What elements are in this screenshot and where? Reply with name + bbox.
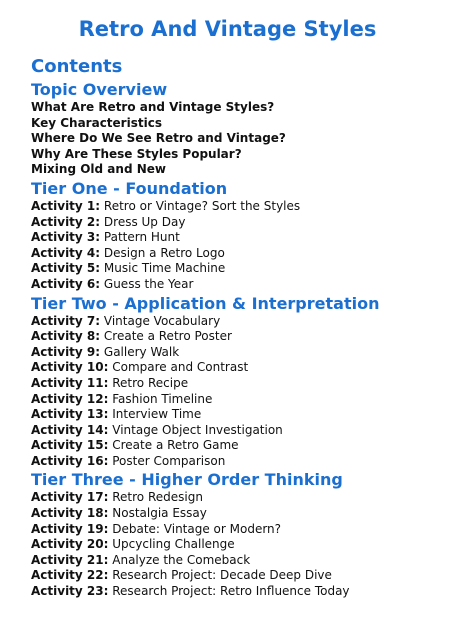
activity-item [31, 376, 446, 392]
activity-item [31, 261, 446, 277]
activity-item [31, 314, 446, 330]
activity-title: Fashion Timeline [112, 391, 213, 406]
activity-number: Activity 8: [31, 329, 101, 344]
activity-item [31, 392, 446, 408]
activity-number: Activity 15: [31, 438, 109, 453]
activity-item [31, 199, 446, 215]
activity-item [31, 506, 446, 522]
activity-number: Activity 5: [31, 261, 101, 276]
activity-number: Activity 11: [31, 375, 109, 390]
activity-title: Research Project: Retro Influence Today [112, 584, 350, 599]
document-title: Retro And Vintage Styles [78, 17, 377, 41]
activity-title: Debate: Vintage or Modern? [112, 521, 282, 536]
table-of-contents [31, 79, 446, 600]
activity-item [31, 329, 446, 345]
activity-item [31, 345, 446, 361]
activity-title: Dress Up Day [103, 214, 186, 229]
activity-number: Activity 10: [31, 360, 109, 375]
activity-number: Activity 14: [31, 422, 109, 437]
activity-title: Gallery Walk [103, 344, 180, 359]
contents-heading: Contents [31, 56, 123, 77]
activity-item [31, 230, 446, 246]
activity-title: Retro or Vintage? Sort the Styles [103, 198, 301, 213]
activity-item [31, 277, 446, 293]
activity-number: Activity 17: [31, 490, 109, 505]
activity-item [31, 553, 446, 569]
activity-number: Activity 7: [31, 313, 101, 328]
activity-title: Analyze the Comeback [112, 552, 251, 567]
section-title: Tier Two - Application & Interpretation [31, 293, 380, 313]
activity-number: Activity 22: [31, 568, 109, 583]
activity-number: Activity 12: [31, 391, 109, 406]
overview-item: Why Are These Styles Popular? [31, 146, 242, 161]
activity-number: Activity 20: [31, 537, 109, 552]
overview-item: What Are Retro and Vintage Styles? [31, 100, 275, 114]
activity-item [31, 215, 446, 231]
activity-item [31, 454, 446, 470]
activity-title: Retro Redesign [112, 490, 203, 505]
activity-title: Compare and Contrast [112, 360, 249, 375]
activity-item [31, 568, 446, 584]
overview-item: Where Do We See Retro and Vintage? [31, 131, 286, 146]
activity-item [31, 360, 446, 376]
activity-number: Activity 3: [31, 230, 101, 245]
section-title: Tier One - Foundation [31, 178, 228, 198]
activity-title: Research Project: Decade Deep Dive [112, 568, 332, 583]
activity-item [31, 407, 446, 423]
activity-number: Activity 16: [31, 453, 109, 468]
section-title: Tier Three - Higher Order Thinking [31, 470, 343, 490]
activity-number: Activity 4: [31, 245, 101, 260]
activity-title: Vintage Object Investigation [112, 422, 283, 437]
activity-title: Guess the Year [103, 276, 194, 291]
activity-item [31, 490, 446, 506]
activity-title: Nostalgia Essay [112, 506, 207, 521]
overview-item: Key Characteristics [31, 115, 162, 130]
activity-number: Activity 6: [31, 276, 101, 291]
activity-number: Activity 13: [31, 407, 109, 422]
activity-title: Design a Retro Logo [103, 245, 225, 260]
activity-title: Upcycling Challenge [112, 537, 235, 552]
activity-title: Music Time Machine [103, 261, 226, 276]
activity-number: Activity 21: [31, 552, 109, 567]
activity-title: Create a Retro Game [112, 438, 239, 453]
activity-number: Activity 18: [31, 506, 109, 521]
activity-number: Activity 19: [31, 521, 109, 536]
activity-item [31, 438, 446, 454]
activity-item [31, 246, 446, 262]
activity-title: Poster Comparison [112, 453, 226, 468]
activity-item [31, 537, 446, 553]
activity-number: Activity 2: [31, 214, 101, 229]
activity-title: Create a Retro Poster [103, 329, 232, 344]
activity-title: Vintage Vocabulary [103, 313, 221, 328]
overview-item: Mixing Old and New [31, 162, 166, 177]
activity-title: Pattern Hunt [103, 230, 180, 245]
activity-title: Interview Time [112, 407, 202, 422]
activity-item [31, 522, 446, 538]
activity-number: Activity 23: [31, 584, 109, 599]
activity-number: Activity 1: [31, 198, 101, 213]
section-title: Topic Overview [31, 80, 168, 99]
activity-item [31, 423, 446, 439]
activity-title: Retro Recipe [112, 375, 189, 390]
activity-number: Activity 9: [31, 344, 101, 359]
activity-item [31, 584, 446, 600]
